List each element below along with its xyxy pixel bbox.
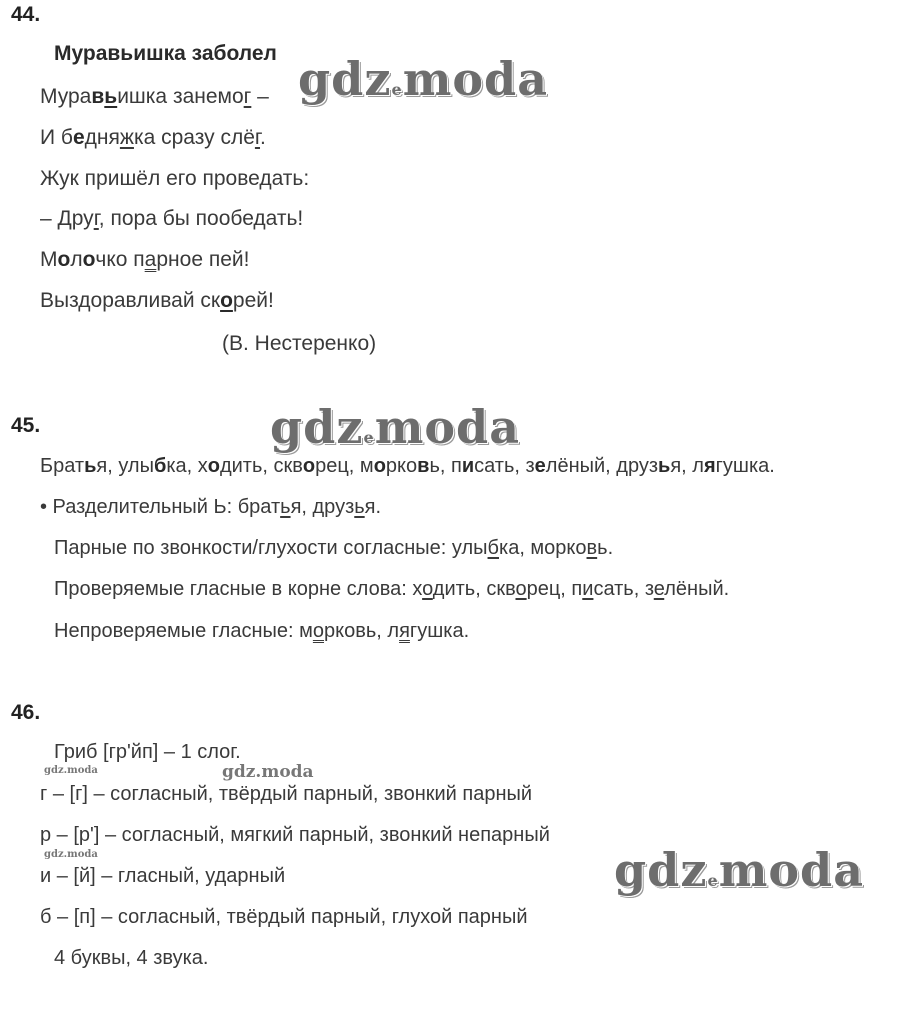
ex45-words: Братья, улыбка, ходить, скворец, морковь, писать, зелёный, друзья, лягушка. (40, 455, 775, 477)
ex45-line-3: Проверяемые гласные в корне слова: ходить, скворец, писать, зелёный. (54, 578, 730, 600)
ex45-line-2: Парные по звонкости/глухости согласные: улыбка, морковь. (54, 537, 614, 559)
poem-author: (В. Нестеренко) (222, 332, 377, 355)
poem-line-3: Жук пришёл его проведать: (40, 167, 310, 190)
ex45-line-4: Непроверяемые гласные: морковь, лягушка. (54, 620, 470, 642)
watermark-small-3: gdz.moda (44, 849, 98, 860)
poem-title: Муравьишка заболел (54, 42, 277, 65)
poem-line-1: Муравьишка занемог – (40, 85, 269, 108)
poem-line-5: Молочко парное пей! (40, 248, 250, 271)
watermark-small-1: gdz.moda (222, 762, 314, 782)
watermark-logo-3: gdzemoda (614, 843, 865, 897)
poem-line-2: И бедняжка сразу слёг. (40, 126, 266, 149)
ex46-line-2: г – [г] – согласный, твёрдый парный, звонкий парный (40, 783, 533, 805)
poem-line-4: – Друг, пора бы пообедать! (40, 207, 304, 230)
poem-line-6: Выздоравливай скорей! (40, 289, 274, 312)
ex46-line-6: 4 буквы, 4 звука. (54, 947, 209, 969)
ex46-line-3: р – [р'] – согласный, мягкий парный, звонкий непарный (40, 824, 550, 846)
ex46-line-1: Гриб [гр'йп] – 1 слог. (54, 741, 241, 763)
ex45-line-1: • Разделительный Ь: братья, друзья. (40, 496, 382, 518)
exercise-45-number: 45. (11, 414, 41, 437)
exercise-46-number: 46. (11, 701, 41, 724)
exercise-44-number: 44. (11, 3, 41, 26)
watermark-logo-2: gdzemoda (270, 400, 521, 454)
watermark-logo-1: gdzemoda (298, 52, 549, 106)
watermark-small-2: gdz.moda (44, 765, 98, 776)
ex46-line-5: б – [п] – согласный, твёрдый парный, глухой парный (40, 906, 528, 928)
ex46-line-4: и – [й] – гласный, ударный (40, 865, 286, 887)
